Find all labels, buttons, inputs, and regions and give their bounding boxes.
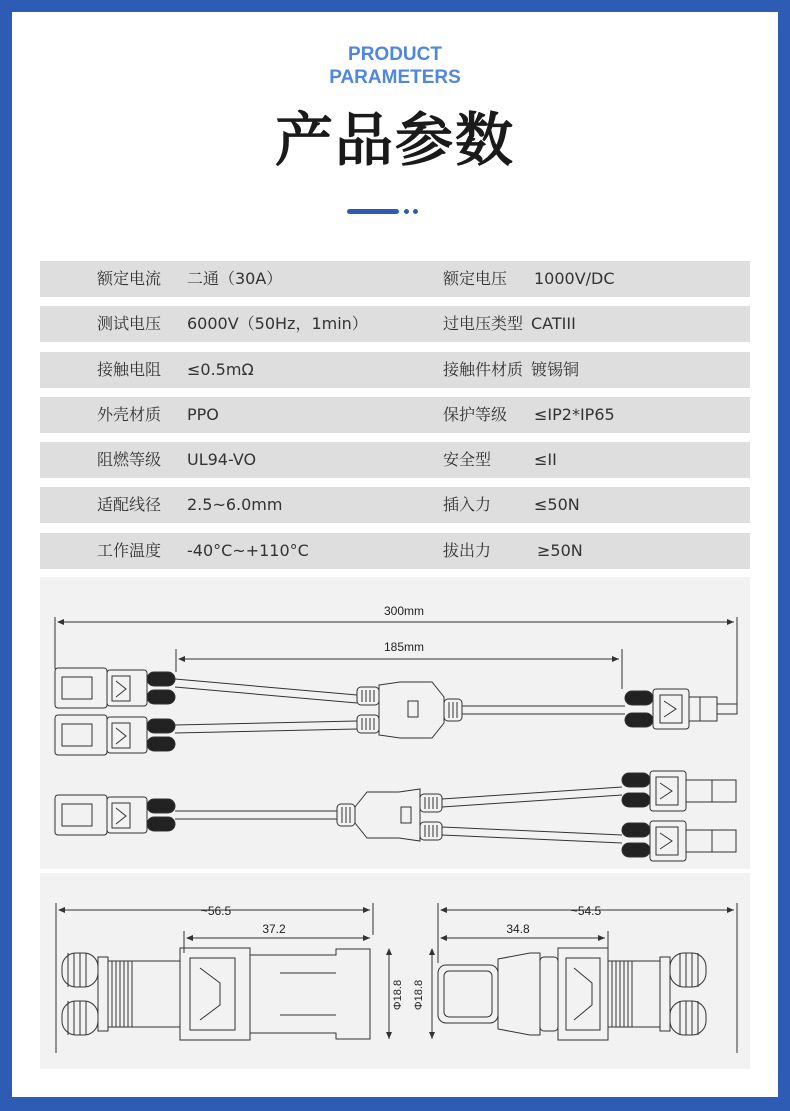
param-value: 6000V（50Hz，1min） [187, 314, 368, 333]
branch-splitter-icon [337, 789, 442, 841]
table-row [40, 442, 750, 478]
param-value: CATIII [531, 314, 576, 333]
cable [175, 729, 357, 733]
param-label: 测试电压 [97, 314, 162, 333]
param-label: 拔出力 [443, 541, 492, 560]
param-label: 阻燃等级 [97, 450, 162, 469]
param-label: 工作温度 [97, 541, 162, 560]
param-value: 2.5~6.0mm [187, 495, 283, 514]
title-underline [347, 209, 399, 214]
table-row [40, 352, 750, 388]
title-dot [404, 209, 409, 214]
cable [442, 835, 622, 843]
dimension-label-left-inner: 37.2 [262, 922, 286, 936]
page-title: 产品参数 [274, 106, 515, 174]
cable [442, 827, 622, 835]
param-label: 适配线径 [97, 495, 162, 514]
diameter-label-left: Φ18.8 [392, 979, 404, 1011]
param-value: ≤II [534, 450, 557, 469]
param-value: PPO [187, 405, 219, 424]
table-row [40, 533, 750, 569]
dimension-label-right-inner: 34.8 [506, 922, 530, 936]
female-connector-icon [55, 715, 175, 755]
title-dot [413, 209, 418, 214]
dimension-label-right: ~54.5 [570, 904, 602, 918]
female-connector-icon [622, 771, 736, 811]
param-value: ≤IP2*IP65 [534, 405, 615, 424]
title-english-line2: PARAMETERS [329, 67, 461, 88]
branch-splitter-icon [357, 682, 462, 738]
param-value: ≤0.5mΩ [187, 360, 254, 379]
female-connector-icon [62, 948, 370, 1040]
table-row [40, 487, 750, 523]
diameter-label-right: Φ18.8 [413, 979, 425, 1011]
male-connector-icon [55, 795, 175, 835]
param-label: 额定电压 [443, 269, 508, 288]
cable [175, 721, 357, 725]
table-row [40, 261, 750, 297]
cable [175, 679, 357, 695]
female-connector-icon [622, 821, 736, 861]
dimension-label-branch: 185mm [383, 640, 425, 654]
param-label: 接触电阻 [97, 360, 162, 379]
param-value: 二通（30A） [187, 269, 283, 288]
dimension-label-total: 300mm [383, 604, 425, 618]
dimension-label-left: ~56.5 [200, 904, 232, 918]
param-label: 插入力 [443, 495, 492, 514]
table-row [40, 306, 750, 342]
female-connector-icon [55, 668, 175, 708]
param-label: 过电压类型 [443, 314, 524, 333]
param-label: 外壳材质 [97, 405, 162, 424]
param-value: 镀锡铜 [531, 360, 580, 379]
param-value: ≥50N [537, 541, 583, 560]
param-label: 接触件材质 [443, 360, 524, 379]
cable [175, 687, 357, 703]
male-connector-icon [625, 689, 737, 729]
connector-dimension-diagram [40, 873, 750, 1069]
param-value: UL94-VO [187, 450, 257, 469]
table-row [40, 397, 750, 433]
param-value: 1000V/DC [534, 269, 615, 288]
title-english-line1: PRODUCT [348, 44, 442, 65]
param-label: 安全型 [443, 450, 492, 469]
y-branch-cable-diagram [40, 577, 750, 869]
male-connector-icon [438, 948, 706, 1040]
param-value: ≤50N [534, 495, 580, 514]
param-label: 保护等级 [443, 405, 508, 424]
param-value: -40°C~+110°C [187, 541, 309, 560]
param-label: 额定电流 [97, 269, 162, 288]
